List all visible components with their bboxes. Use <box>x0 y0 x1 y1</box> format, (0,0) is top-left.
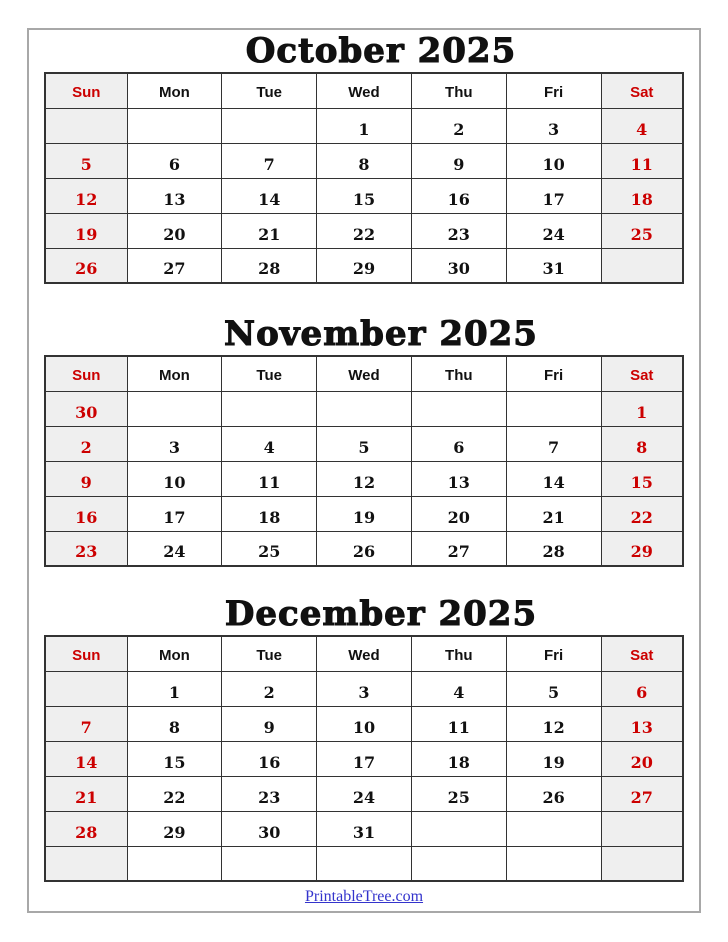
day-cell-4: 4 <box>222 426 317 461</box>
day-cell-20: 20 <box>601 741 683 776</box>
day-cell-30: 30 <box>222 811 317 846</box>
day-cell-14: 14 <box>506 461 601 496</box>
day-cell-7: 7 <box>45 706 127 741</box>
day-cell-9: 9 <box>411 143 506 178</box>
day-cell-empty <box>601 846 683 881</box>
day-cell-empty <box>45 671 127 706</box>
day-cell-empty <box>317 846 412 881</box>
day-cell-empty <box>506 846 601 881</box>
week-row <box>45 143 683 178</box>
day-cell-9: 9 <box>222 706 317 741</box>
weekday-header-mon: Mon <box>127 356 222 391</box>
day-cell-13: 13 <box>127 178 222 213</box>
weekday-header-sun: Sun <box>45 356 127 391</box>
day-cell-2: 2 <box>222 671 317 706</box>
day-cell-empty <box>411 391 506 426</box>
weekday-header-sat: Sat <box>601 73 683 108</box>
day-cell-5: 5 <box>506 671 601 706</box>
weekday-header-sat: Sat <box>601 636 683 671</box>
day-cell-18: 18 <box>411 741 506 776</box>
day-cell-25: 25 <box>411 776 506 811</box>
day-cell-16: 16 <box>411 178 506 213</box>
day-cell-empty <box>506 391 601 426</box>
day-cell-22: 22 <box>601 496 683 531</box>
day-cell-1: 1 <box>127 671 222 706</box>
day-cell-2: 2 <box>45 426 127 461</box>
day-cell-27: 27 <box>601 776 683 811</box>
day-cell-3: 3 <box>317 671 412 706</box>
day-cell-29: 29 <box>317 248 412 283</box>
day-cell-15: 15 <box>317 178 412 213</box>
weeks-body-october <box>45 108 683 283</box>
month-title-november: November 2025 <box>224 314 538 354</box>
day-cell-empty <box>601 248 683 283</box>
day-cell-14: 14 <box>45 741 127 776</box>
day-cell-6: 6 <box>411 426 506 461</box>
weekday-header-tue: Tue <box>222 73 317 108</box>
day-cell-9: 9 <box>45 461 127 496</box>
day-cell-20: 20 <box>411 496 506 531</box>
day-cell-10: 10 <box>127 461 222 496</box>
weekday-header-wed: Wed <box>317 636 412 671</box>
day-cell-23: 23 <box>222 776 317 811</box>
day-cell-24: 24 <box>506 213 601 248</box>
day-cell-26: 26 <box>45 248 127 283</box>
week-row <box>45 391 683 426</box>
weekday-header-mon: Mon <box>127 636 222 671</box>
day-cell-22: 22 <box>127 776 222 811</box>
day-cell-empty <box>127 846 222 881</box>
weekday-header-row <box>45 636 683 671</box>
day-cell-empty <box>127 108 222 143</box>
weekday-header-sun: Sun <box>45 636 127 671</box>
day-cell-30: 30 <box>411 248 506 283</box>
day-cell-25: 25 <box>222 531 317 566</box>
day-cell-21: 21 <box>45 776 127 811</box>
calendar-table-november <box>44 355 684 567</box>
day-cell-empty <box>222 391 317 426</box>
day-cell-13: 13 <box>411 461 506 496</box>
calendar-page-frame <box>27 28 701 913</box>
weekday-header-sun: Sun <box>45 73 127 108</box>
day-cell-12: 12 <box>45 178 127 213</box>
day-cell-21: 21 <box>506 496 601 531</box>
day-cell-28: 28 <box>45 811 127 846</box>
day-cell-21: 21 <box>222 213 317 248</box>
day-cell-18: 18 <box>601 178 683 213</box>
day-cell-4: 4 <box>411 671 506 706</box>
day-cell-empty <box>411 846 506 881</box>
day-cell-19: 19 <box>317 496 412 531</box>
day-cell-25: 25 <box>601 213 683 248</box>
day-cell-19: 19 <box>506 741 601 776</box>
day-cell-5: 5 <box>45 143 127 178</box>
day-cell-31: 31 <box>506 248 601 283</box>
calendar-table-december <box>44 635 684 882</box>
weekday-header-row <box>45 356 683 391</box>
weekday-header-mon: Mon <box>127 73 222 108</box>
day-cell-11: 11 <box>222 461 317 496</box>
week-row <box>45 811 683 846</box>
weekday-header-thu: Thu <box>411 636 506 671</box>
weekday-header-thu: Thu <box>411 73 506 108</box>
week-row <box>45 178 683 213</box>
weekday-header-tue: Tue <box>222 636 317 671</box>
day-cell-4: 4 <box>601 108 683 143</box>
day-cell-empty <box>222 846 317 881</box>
weekday-header-october <box>45 73 683 108</box>
day-cell-30: 30 <box>45 391 127 426</box>
weekday-header-fri: Fri <box>506 356 601 391</box>
day-cell-29: 29 <box>127 811 222 846</box>
week-row <box>45 461 683 496</box>
weekday-header-tue: Tue <box>222 356 317 391</box>
day-cell-2: 2 <box>411 108 506 143</box>
day-cell-18: 18 <box>222 496 317 531</box>
day-cell-17: 17 <box>317 741 412 776</box>
day-cell-7: 7 <box>506 426 601 461</box>
week-row <box>45 248 683 283</box>
day-cell-16: 16 <box>222 741 317 776</box>
day-cell-16: 16 <box>45 496 127 531</box>
day-cell-empty <box>127 391 222 426</box>
month-section-november <box>29 313 699 567</box>
week-row <box>45 531 683 566</box>
day-cell-empty <box>317 391 412 426</box>
day-cell-13: 13 <box>601 706 683 741</box>
day-cell-17: 17 <box>506 178 601 213</box>
day-cell-3: 3 <box>506 108 601 143</box>
day-cell-23: 23 <box>45 531 127 566</box>
weekday-header-november <box>45 356 683 391</box>
day-cell-22: 22 <box>317 213 412 248</box>
day-cell-15: 15 <box>601 461 683 496</box>
week-row <box>45 426 683 461</box>
weekday-header-wed: Wed <box>317 356 412 391</box>
weekday-header-december <box>45 636 683 671</box>
day-cell-23: 23 <box>411 213 506 248</box>
week-row <box>45 496 683 531</box>
day-cell-empty <box>45 108 127 143</box>
day-cell-27: 27 <box>411 531 506 566</box>
day-cell-26: 26 <box>506 776 601 811</box>
day-cell-empty <box>601 811 683 846</box>
weeks-body-november <box>45 391 683 566</box>
day-cell-27: 27 <box>127 248 222 283</box>
day-cell-6: 6 <box>127 143 222 178</box>
week-row <box>45 706 683 741</box>
day-cell-empty <box>506 811 601 846</box>
week-row <box>45 108 683 143</box>
week-row <box>45 846 683 881</box>
day-cell-8: 8 <box>317 143 412 178</box>
day-cell-19: 19 <box>45 213 127 248</box>
day-cell-10: 10 <box>317 706 412 741</box>
week-row <box>45 741 683 776</box>
week-row <box>45 776 683 811</box>
month-title-october: October 2025 <box>245 31 517 71</box>
day-cell-15: 15 <box>127 741 222 776</box>
day-cell-26: 26 <box>317 531 412 566</box>
day-cell-12: 12 <box>506 706 601 741</box>
day-cell-6: 6 <box>601 671 683 706</box>
day-cell-1: 1 <box>317 108 412 143</box>
weekday-header-thu: Thu <box>411 356 506 391</box>
day-cell-17: 17 <box>127 496 222 531</box>
week-row <box>45 213 683 248</box>
day-cell-31: 31 <box>317 811 412 846</box>
weeks-body-december <box>45 671 683 881</box>
day-cell-28: 28 <box>222 248 317 283</box>
day-cell-12: 12 <box>317 461 412 496</box>
day-cell-empty <box>222 108 317 143</box>
day-cell-8: 8 <box>601 426 683 461</box>
day-cell-24: 24 <box>317 776 412 811</box>
day-cell-11: 11 <box>601 143 683 178</box>
month-section-october <box>29 30 699 284</box>
printabletree-link[interactable]: PrintableTree.com <box>304 888 424 905</box>
footer <box>29 888 699 906</box>
day-cell-29: 29 <box>601 531 683 566</box>
day-cell-10: 10 <box>506 143 601 178</box>
day-cell-empty <box>45 846 127 881</box>
day-cell-14: 14 <box>222 178 317 213</box>
weekday-header-wed: Wed <box>317 73 412 108</box>
weekday-header-row <box>45 73 683 108</box>
day-cell-7: 7 <box>222 143 317 178</box>
month-title-december: December 2025 <box>224 594 538 634</box>
day-cell-1: 1 <box>601 391 683 426</box>
week-row <box>45 671 683 706</box>
weekday-header-fri: Fri <box>506 73 601 108</box>
day-cell-28: 28 <box>506 531 601 566</box>
day-cell-8: 8 <box>127 706 222 741</box>
day-cell-24: 24 <box>127 531 222 566</box>
month-section-december <box>29 593 699 882</box>
day-cell-3: 3 <box>127 426 222 461</box>
calendar-table-october <box>44 72 684 284</box>
day-cell-20: 20 <box>127 213 222 248</box>
day-cell-5: 5 <box>317 426 412 461</box>
weekday-header-fri: Fri <box>506 636 601 671</box>
day-cell-11: 11 <box>411 706 506 741</box>
weekday-header-sat: Sat <box>601 356 683 391</box>
day-cell-empty <box>411 811 506 846</box>
